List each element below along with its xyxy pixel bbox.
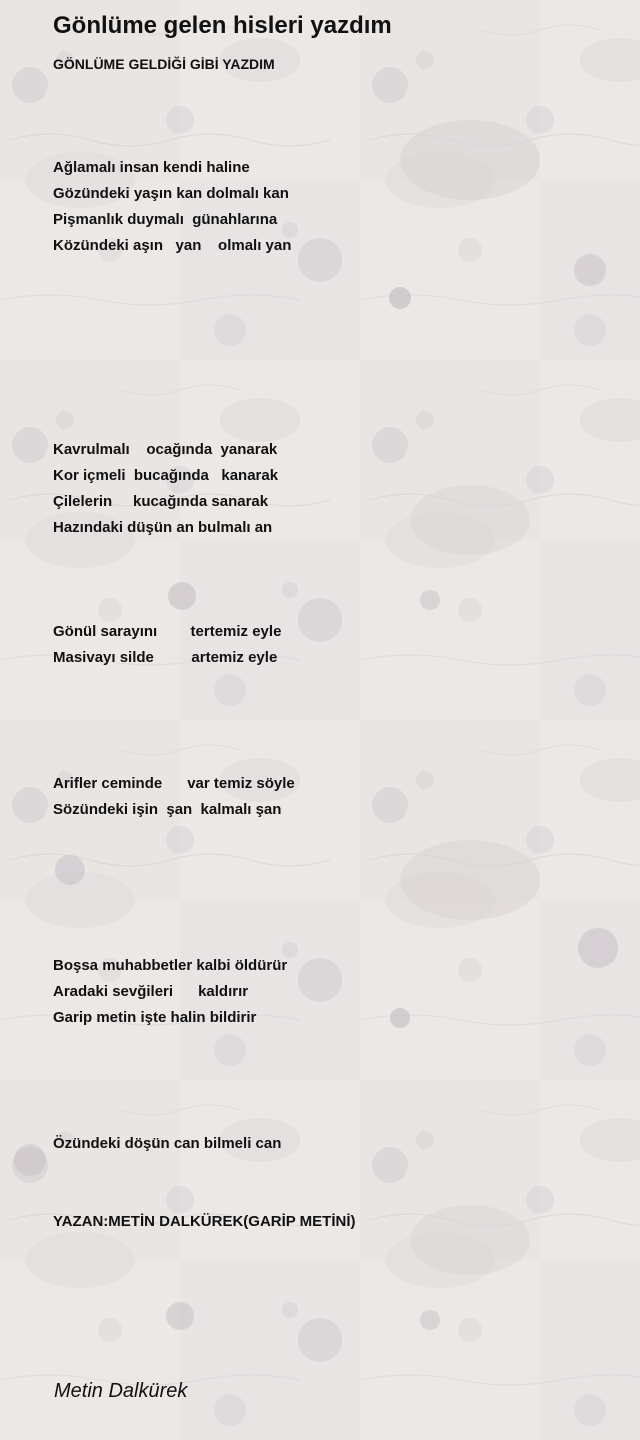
poem-line: Pişmanlık duymalı günahlarına (53, 211, 278, 228)
poem-line: Hazındaki düşün an bulmalı an (53, 519, 273, 536)
poem-line: Garip metin işte halin bildirir (53, 1009, 257, 1026)
poem-subtitle: GÖNLÜME GELDİĞİ GİBİ YAZDIM (53, 56, 275, 72)
poem-line: Ağlamalı insan kendi haline (53, 159, 250, 176)
poem-title: Gönlüme gelen hisleri yazdım (53, 12, 392, 39)
poem-line: Arifler ceminde var temiz söyle (53, 775, 295, 792)
poem-line: Kor içmeli bucağında kanarak (53, 467, 279, 484)
poem-line: Çilelerin kucağında sanarak (53, 493, 269, 510)
poem-line: Közündeki aşın yan olmalı yan (53, 237, 292, 254)
poem-line: Aradaki sevğileri kaldırır (53, 983, 249, 1000)
poem-line: Sözündeki işin şan kalmalı şan (53, 801, 282, 818)
poem-line: Masivayı silde artemiz eyle (53, 649, 278, 666)
poem-line: Özündeki döşün can bilmeli can (53, 1135, 282, 1152)
poem-line: Gözündeki yaşın kan dolmalı kan (53, 185, 289, 202)
author-name: Metin Dalkürek (54, 1380, 188, 1402)
poem-line: Kavrulmalı ocağında yanarak (53, 441, 278, 458)
poem-line: Boşsa muhabbetler kalbi öldürür (53, 957, 288, 974)
poem-line: Gönül sarayını tertemiz eyle (53, 623, 282, 640)
poem-signature-line: YAZAN:METİN DALKÜREK(GARİP METİNİ) (53, 1213, 356, 1230)
